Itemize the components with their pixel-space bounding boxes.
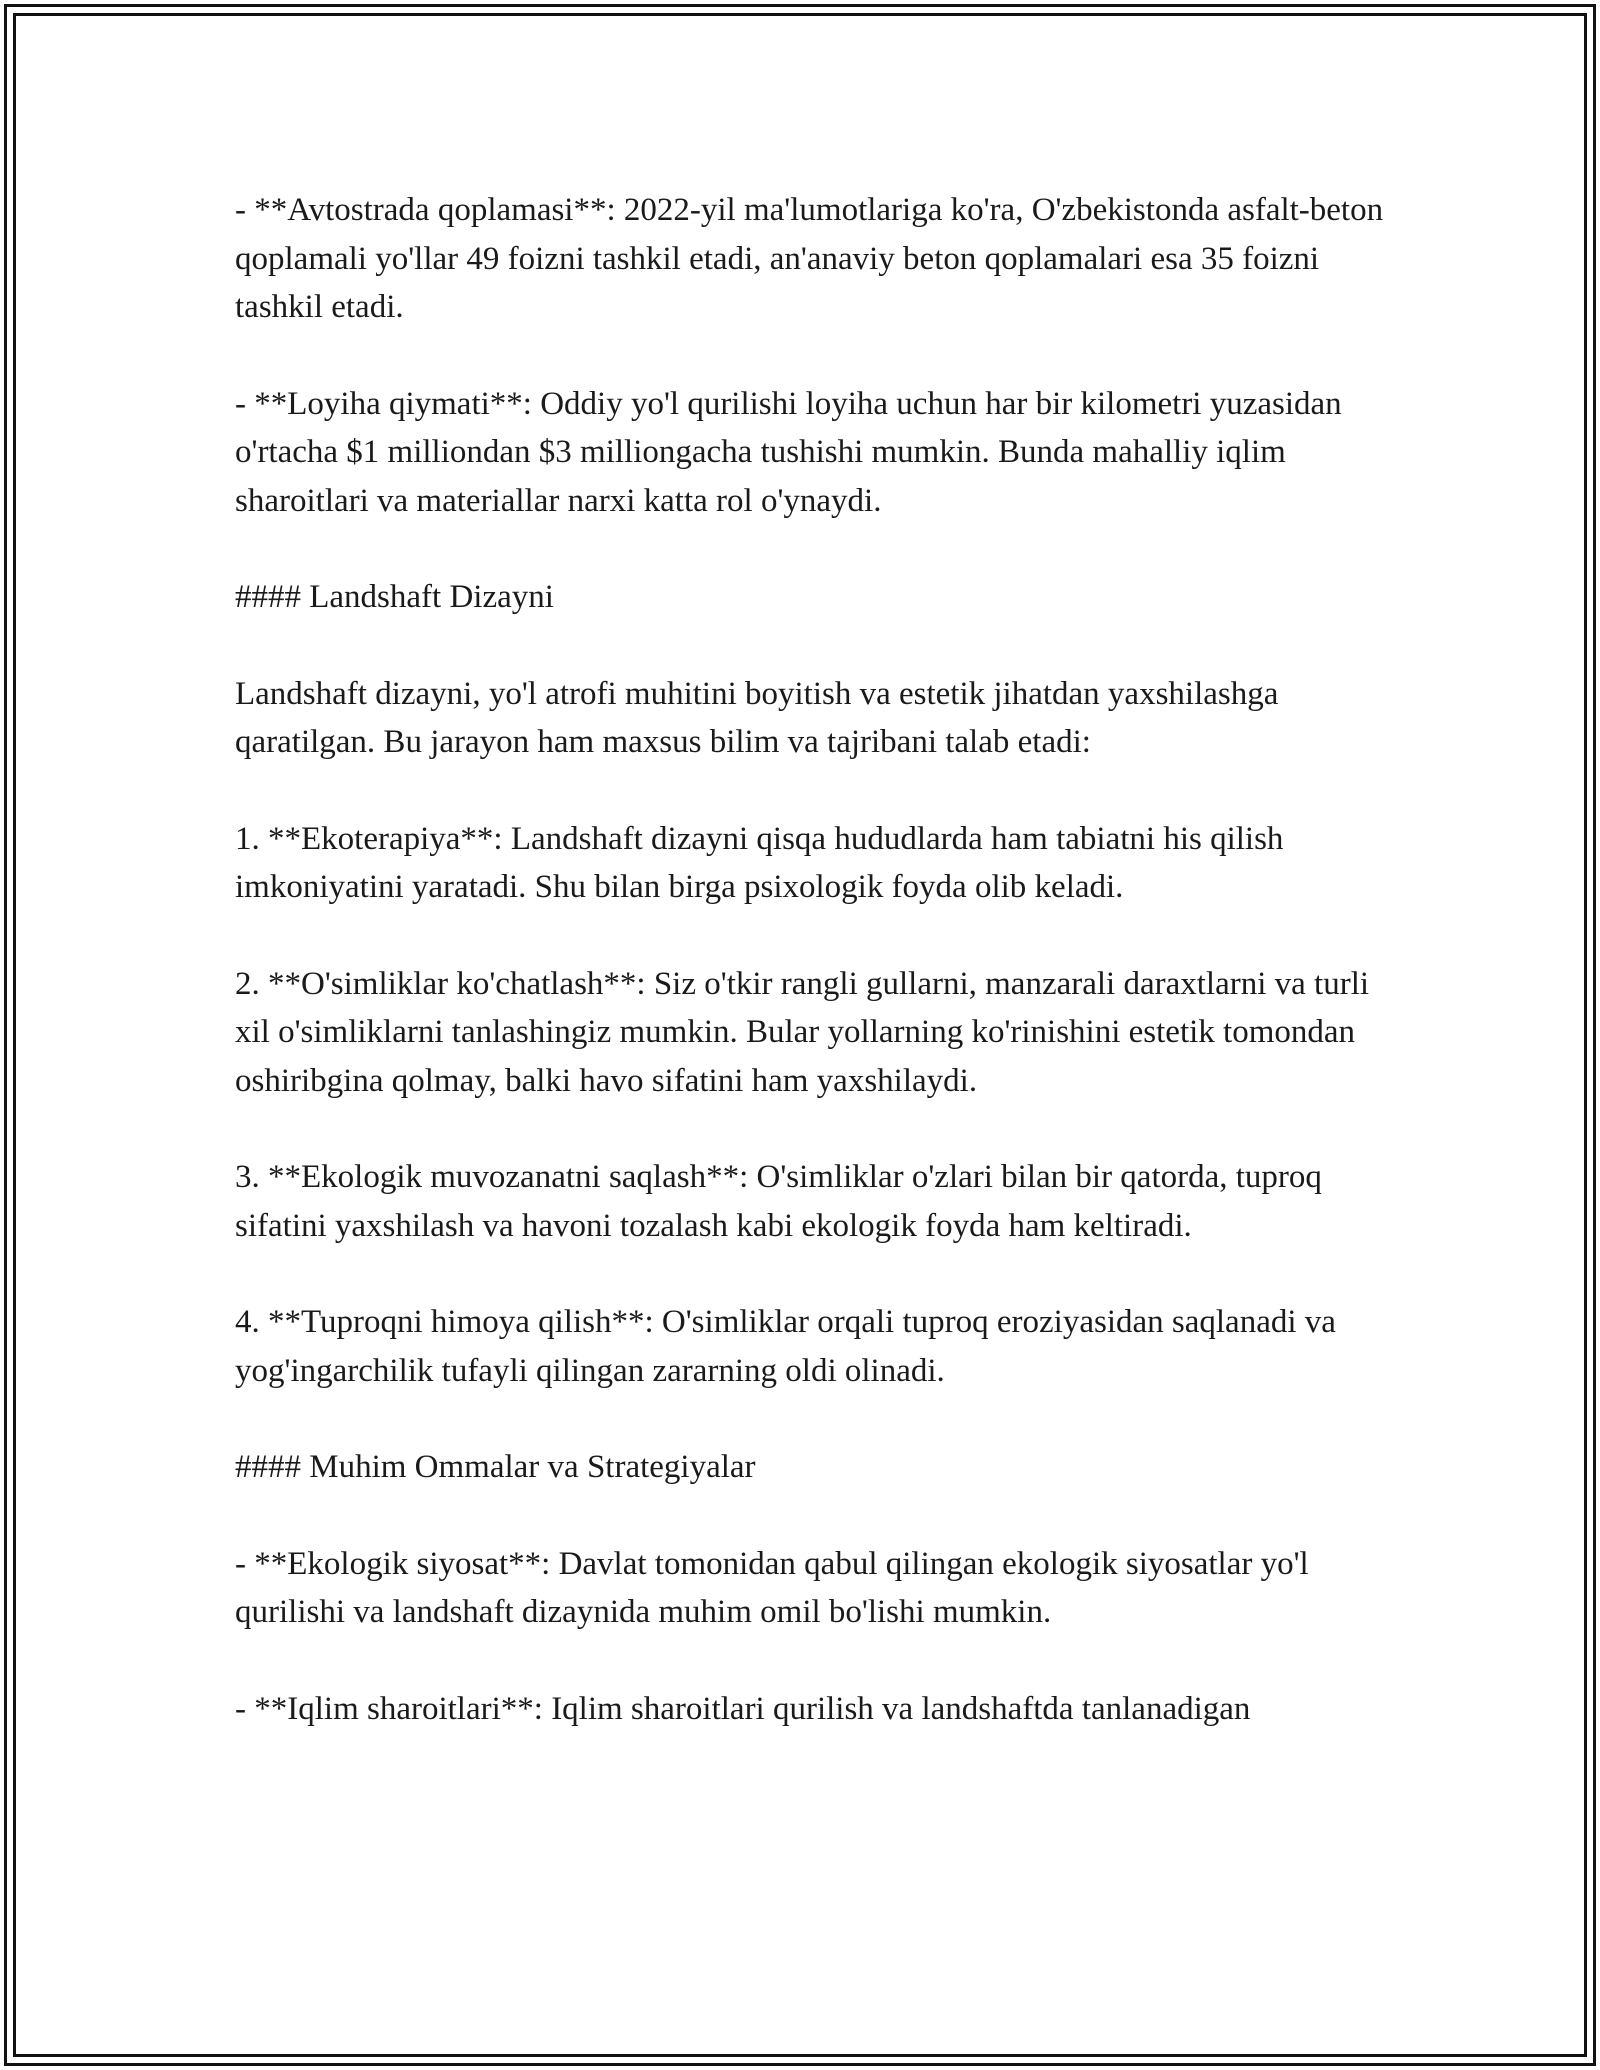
paragraph-avtostrada-qoplamasi: - **Avtostrada qoplamasi**: 2022-yil ma'lumotlariga ko'ra, O'zbekistonda asfalt-beton qoplamali yo'llar 49 foizni tashkil etadi, an'anaviy beton qoplamalari esa 35 foizni tashkil etadi. [235, 192, 1384, 325]
document-body [235, 186, 1395, 1733]
heading-muhim-ommalar: #### Muhim Ommalar va Strategiyalar [235, 1449, 756, 1485]
list-item-ekologik-muvozanat: 3. **Ekologik muvozanatni saqlash**: O'simliklar o'zlari bilan bir qatorda, tuproq sifatini yaxshilash va havoni tozalash kabi ekologik foyda ham keltiradi. [235, 1159, 1322, 1244]
list-item-osimliklar-kochatlash: 2. **O'simliklar ko'chatlash**: Siz o'tkir rangli gullarni, manzarali daraxtlarni va turli xil o'simliklarni tanlashingiz mumkin. Bular yollarning ko'rinishini estetik tomondan oshiribgina qolmay, balki havo sifatini ham yaxshilaydi. [235, 965, 1370, 1099]
paragraph-iqlim-sharoitlari: - **Iqlim sharoitlari**: Iqlim sharoitlari qurilish va landshaftda tanlanadigan [235, 1690, 1251, 1727]
heading-landshaft-dizayni: #### Landshaft Dizayni [235, 579, 554, 615]
paragraph-loyiha-qiymati: - **Loyiha qiymati**: Oddiy yo'l qurilishi loyiha uchun har bir kilometri yuzasidan o'rtacha $1 milliondan $3 milliongacha tushishi mumkin. Bunda mahalliy iqlim sharoitlari va materiallar narxi katta rol o'ynaydi. [235, 385, 1342, 519]
list-item-ekoterapiya: 1. **Ekoterapiya**: Landshaft dizayni qisqa hududlarda ham tabiatni his qilish imkoniyatini yaratadi. Shu bilan birga psixologik foyda olib keladi. [235, 820, 1284, 905]
paragraph-ekologik-siyosat: - **Ekologik siyosat**: Davlat tomonidan qabul qilingan ekologik siyosatlar yo'l qurilishi va landshaft dizaynida muhim omil bo'lishi mumkin. [235, 1545, 1309, 1630]
list-item-tuproqni-himoya: 4. **Tuproqni himoya qilish**: O'simliklar orqali tuproq eroziyasidan saqlanadi va yog'ingarchilik tufayli qilingan zararning oldi olinadi. [235, 1304, 1336, 1389]
paragraph-landshaft-intro: Landshaft dizayni, yo'l atrofi muhitini boyitish va estetik jihatdan yaxshilashga qaratilgan. Bu jarayon ham maxsus bilim va tajribani talab etadi: [235, 675, 1279, 760]
